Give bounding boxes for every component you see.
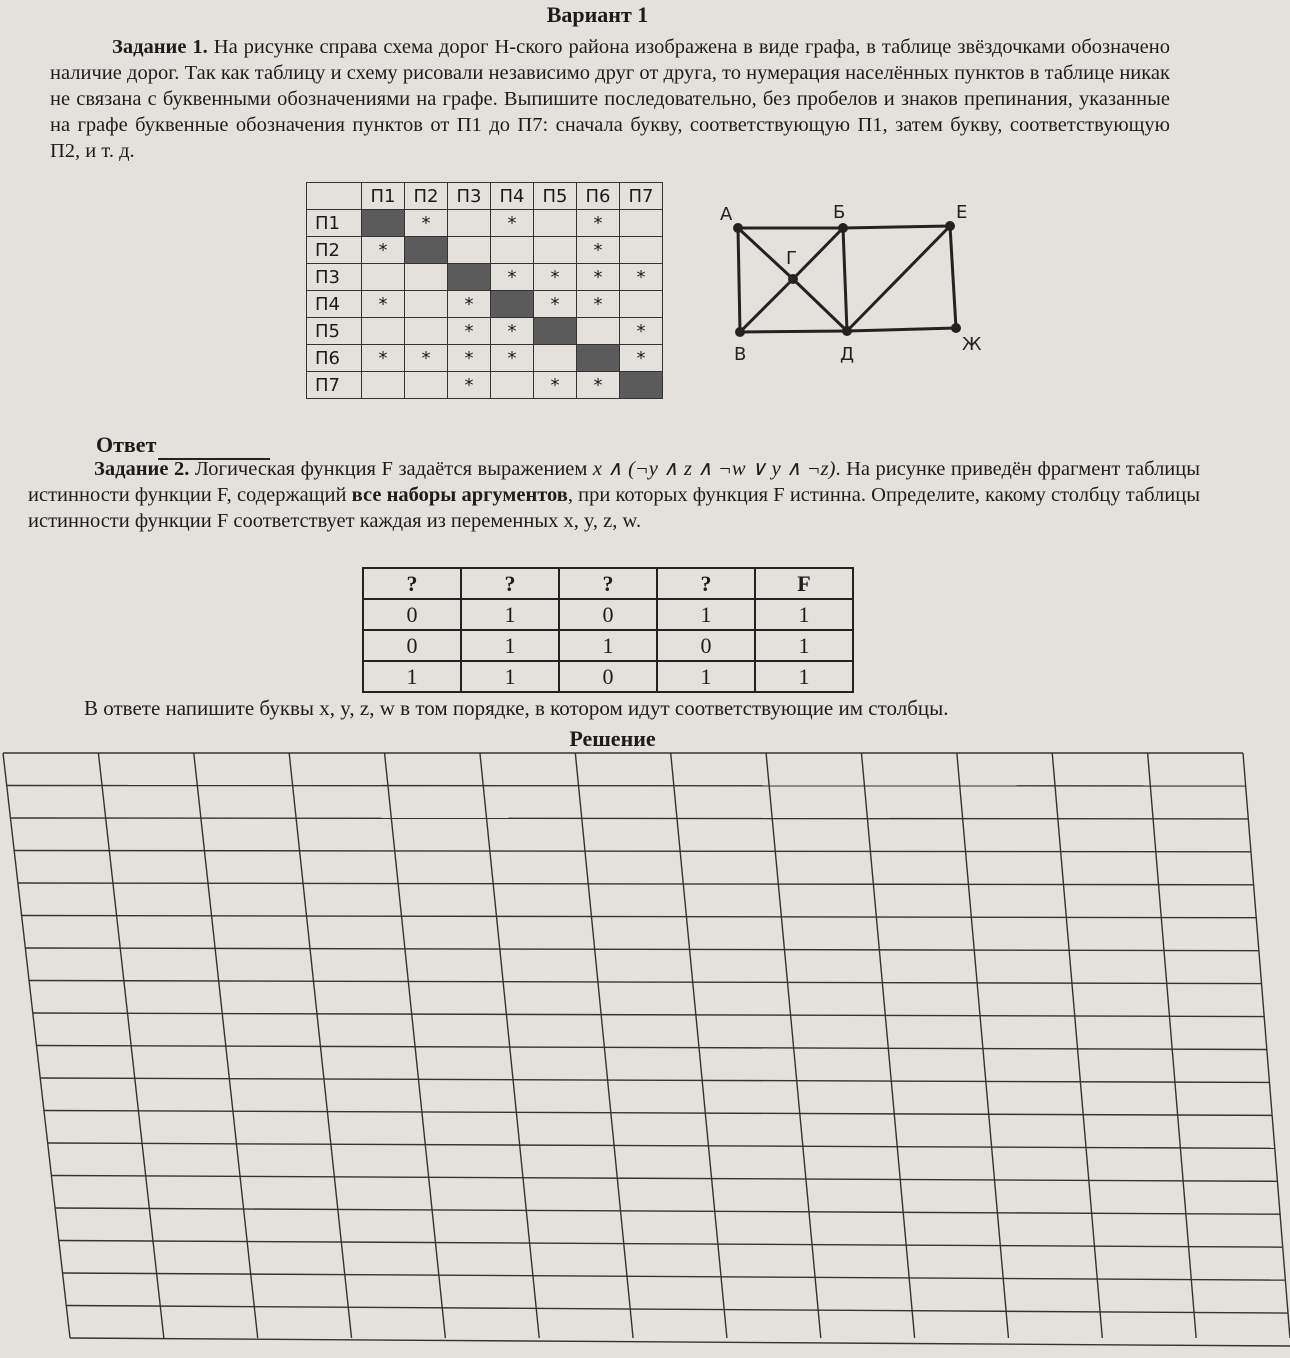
truth-cell: 0 (363, 630, 461, 661)
node-v (735, 327, 745, 337)
adjacency-cell (362, 318, 405, 345)
diagonal-cell (577, 345, 620, 372)
col-header: П4 (491, 183, 534, 210)
row-header: П1 (307, 210, 362, 237)
grid-column-line (385, 753, 446, 1338)
grid-row-line (29, 981, 1261, 984)
grid-column-line (861, 753, 914, 1338)
task1-text (50, 34, 1170, 164)
label-v: В (734, 344, 747, 365)
adjacency-header-row (307, 183, 663, 210)
grid-row-line (33, 1013, 1264, 1017)
grid-row-line (25, 948, 1258, 951)
adjacency-cell: * (577, 237, 620, 264)
adjacency-cell: * (534, 264, 577, 291)
edge-b-d (843, 228, 847, 331)
adjacency-cell: * (491, 264, 534, 291)
grid-row-line (22, 916, 1256, 918)
grid-column-line (957, 753, 1009, 1338)
grid-row-line (14, 851, 1251, 852)
adjacency-cell: * (405, 345, 448, 372)
answer-label: Ответ (96, 432, 157, 457)
task2-middle: . На рисунке приведён фрагмент таблицы истинности функции F, содержащий (28, 458, 1201, 506)
truth-cell: 1 (657, 661, 755, 692)
adjacency-cell: * (620, 345, 663, 372)
grid-column-line (1052, 753, 1102, 1338)
diagonal-cell (491, 291, 534, 318)
edge-b-g (793, 228, 843, 279)
adjacency-cell (405, 264, 448, 291)
grid-column-line (1243, 753, 1290, 1338)
label-g: Г (786, 248, 797, 269)
adjacency-cell: * (620, 264, 663, 291)
label-zh: Ж (962, 334, 982, 355)
adjacency-cell: * (491, 345, 534, 372)
truth-cell: 1 (461, 661, 559, 692)
solution-grid[interactable] (0, 748, 1290, 1358)
adjacency-cell: * (577, 264, 620, 291)
col-header: П1 (362, 183, 405, 210)
truth-cell: 0 (559, 661, 657, 692)
edge-e-zh (950, 226, 956, 328)
grid-row-line (70, 1338, 1290, 1346)
task1-body: На рисунке справа схема дорог Н-ского района изображена в виде графа, в таблице звёздочками обозначено наличие дорог. Так как таблицу и схему рисовали независимо друг от друга, то нумерация населённых пунктов в таблице никак не связана с буквенными обозначениями на графе. Выпишите последовательно, без пробелов и знаков препинания, указанные на графе буквенные обозначения пунктов от П1 до П7: сначала букву, соответствующую П1, затем букву, соответствующую П2, и т. д. (50, 36, 1170, 162)
edge-v-d (740, 331, 847, 332)
answer-instruction: В ответе напишите буквы x, y, z, w в том порядке, в котором идут соответствующие им столбцы. (84, 696, 949, 720)
grid-column-line (671, 753, 727, 1338)
adjacency-cell: * (448, 345, 491, 372)
adjacency-cell: * (405, 210, 448, 237)
adjacency-cell: * (577, 291, 620, 318)
grid-column-line (1148, 753, 1197, 1338)
adjacency-cell: * (362, 237, 405, 264)
adjacency-cell (405, 291, 448, 318)
col-header: П2 (405, 183, 448, 210)
task2-formula: x ∧ (¬y ∧ z ∧ ¬w ∨ y ∧ ¬z) (592, 458, 836, 480)
adjacency-cell: * (620, 318, 663, 345)
adjacency-cell (534, 237, 577, 264)
truth-cell: 1 (755, 661, 853, 692)
grid-row-line (40, 1078, 1269, 1082)
adjacency-cell (577, 318, 620, 345)
task2-bold-phrase: все наборы аргументов (351, 484, 568, 506)
adjacency-cell (491, 372, 534, 399)
adjacency-row (307, 291, 663, 318)
task2-end: , при которых функция F истинна. Определите, какому столбцу таблицы истинности функции F соответствует каждая из переменных x, y, z, w. (28, 484, 1200, 532)
grid-row-line (10, 818, 1248, 819)
task2-heading: Задание 2. (94, 458, 190, 480)
row-header: П4 (307, 291, 362, 318)
grid-row-line (55, 1208, 1279, 1214)
adjacency-cell (534, 210, 577, 237)
truth-cell: 0 (559, 599, 657, 630)
truth-header: ? (461, 568, 559, 599)
adjacency-cell: * (448, 318, 491, 345)
grid-row-line (37, 1046, 1267, 1050)
edge-a-g (738, 228, 793, 279)
label-e: Е (956, 202, 968, 223)
truth-cell: 1 (461, 599, 559, 630)
truth-header: ? (363, 568, 461, 599)
grid-row-line (48, 1143, 1275, 1148)
grid-row-line (44, 1111, 1272, 1116)
truth-header: F (755, 568, 853, 599)
adjacency-cell: * (534, 372, 577, 399)
grid-row-line (18, 883, 1254, 885)
adjacency-cell: * (577, 372, 620, 399)
col-header: П7 (620, 183, 663, 210)
adjacency-row (307, 372, 663, 399)
adjacency-row (307, 237, 663, 264)
adjacency-cell (405, 372, 448, 399)
grid-column-line (480, 753, 539, 1338)
adjacency-cell: * (491, 318, 534, 345)
task2-text (28, 456, 1200, 534)
label-b: Б (833, 202, 846, 223)
grid-column-line (575, 753, 633, 1338)
node-b (838, 223, 848, 233)
adjacency-cell (534, 345, 577, 372)
diagonal-cell (448, 264, 491, 291)
edge-a-v (738, 228, 740, 332)
truth-cell: 1 (755, 630, 853, 661)
adjacency-cell: * (362, 291, 405, 318)
adjacency-cell: * (448, 291, 491, 318)
diagonal-cell (534, 318, 577, 345)
adjacency-row (307, 318, 663, 345)
truth-cell: 1 (559, 630, 657, 661)
edge-d-zh (847, 328, 956, 331)
task1-heading: Задание 1. (112, 36, 208, 58)
adjacency-cell (405, 318, 448, 345)
grid-row-line (59, 1241, 1282, 1248)
adjacency-cell (362, 264, 405, 291)
col-header: П6 (577, 183, 620, 210)
adjacency-row (307, 264, 663, 291)
adjacency-cell (362, 372, 405, 399)
solution-title: Решение (569, 726, 656, 751)
edge-g-d (793, 279, 847, 331)
grid-column-line (289, 753, 351, 1338)
col-header: П3 (448, 183, 491, 210)
row-header: П3 (307, 264, 362, 291)
adjacency-cell: * (362, 345, 405, 372)
node-d (842, 326, 852, 336)
truth-table (362, 567, 854, 693)
truth-cell: 0 (363, 599, 461, 630)
adjacency-cell (620, 237, 663, 264)
adjacency-cell (448, 237, 491, 264)
adjacency-cell (620, 210, 663, 237)
row-header: П5 (307, 318, 362, 345)
adjacency-cell: * (491, 210, 534, 237)
edge-e-d (847, 226, 950, 331)
adjacency-row (307, 210, 663, 237)
grid-row-line (66, 1306, 1287, 1314)
grid-column-line (766, 753, 821, 1338)
row-header: П2 (307, 237, 362, 264)
adjacency-table (306, 182, 663, 399)
truth-cell: 0 (657, 630, 755, 661)
diagonal-cell (405, 237, 448, 264)
adjacency-cell (491, 237, 534, 264)
variant-title: Вариант 1 (546, 2, 649, 27)
truth-cell: 1 (363, 661, 461, 692)
truth-header-row (363, 568, 853, 599)
col-header: П5 (534, 183, 577, 210)
label-a: А (720, 204, 733, 225)
adjacency-cell: * (534, 291, 577, 318)
grid-row-line (63, 1273, 1285, 1280)
grid-row-line (51, 1176, 1277, 1182)
node-zh (951, 323, 961, 333)
edge-b-e (843, 226, 950, 228)
row-header: П7 (307, 372, 362, 399)
adjacency-cell (620, 291, 663, 318)
edge-g-v (740, 279, 793, 332)
road-graph (700, 190, 1000, 370)
node-a (733, 223, 743, 233)
node-g (788, 274, 798, 284)
adjacency-cell (448, 210, 491, 237)
graph-edges (738, 226, 956, 332)
node-e (945, 221, 955, 231)
adjacency-cell: * (577, 210, 620, 237)
truth-row (363, 661, 853, 692)
label-d: Д (840, 344, 855, 365)
adjacency-row (307, 345, 663, 372)
truth-cell: 1 (755, 599, 853, 630)
adjacency-cell: * (448, 372, 491, 399)
truth-header: ? (657, 568, 755, 599)
truth-row (363, 599, 853, 630)
diagonal-cell (362, 210, 405, 237)
corner-cell (307, 183, 362, 210)
truth-cell: 1 (657, 599, 755, 630)
truth-header: ? (559, 568, 657, 599)
task2-intro: Логическая функция F задаётся выражением (194, 458, 593, 480)
row-header: П6 (307, 345, 362, 372)
truth-row (363, 630, 853, 661)
truth-cell: 1 (461, 630, 559, 661)
diagonal-cell (620, 372, 663, 399)
